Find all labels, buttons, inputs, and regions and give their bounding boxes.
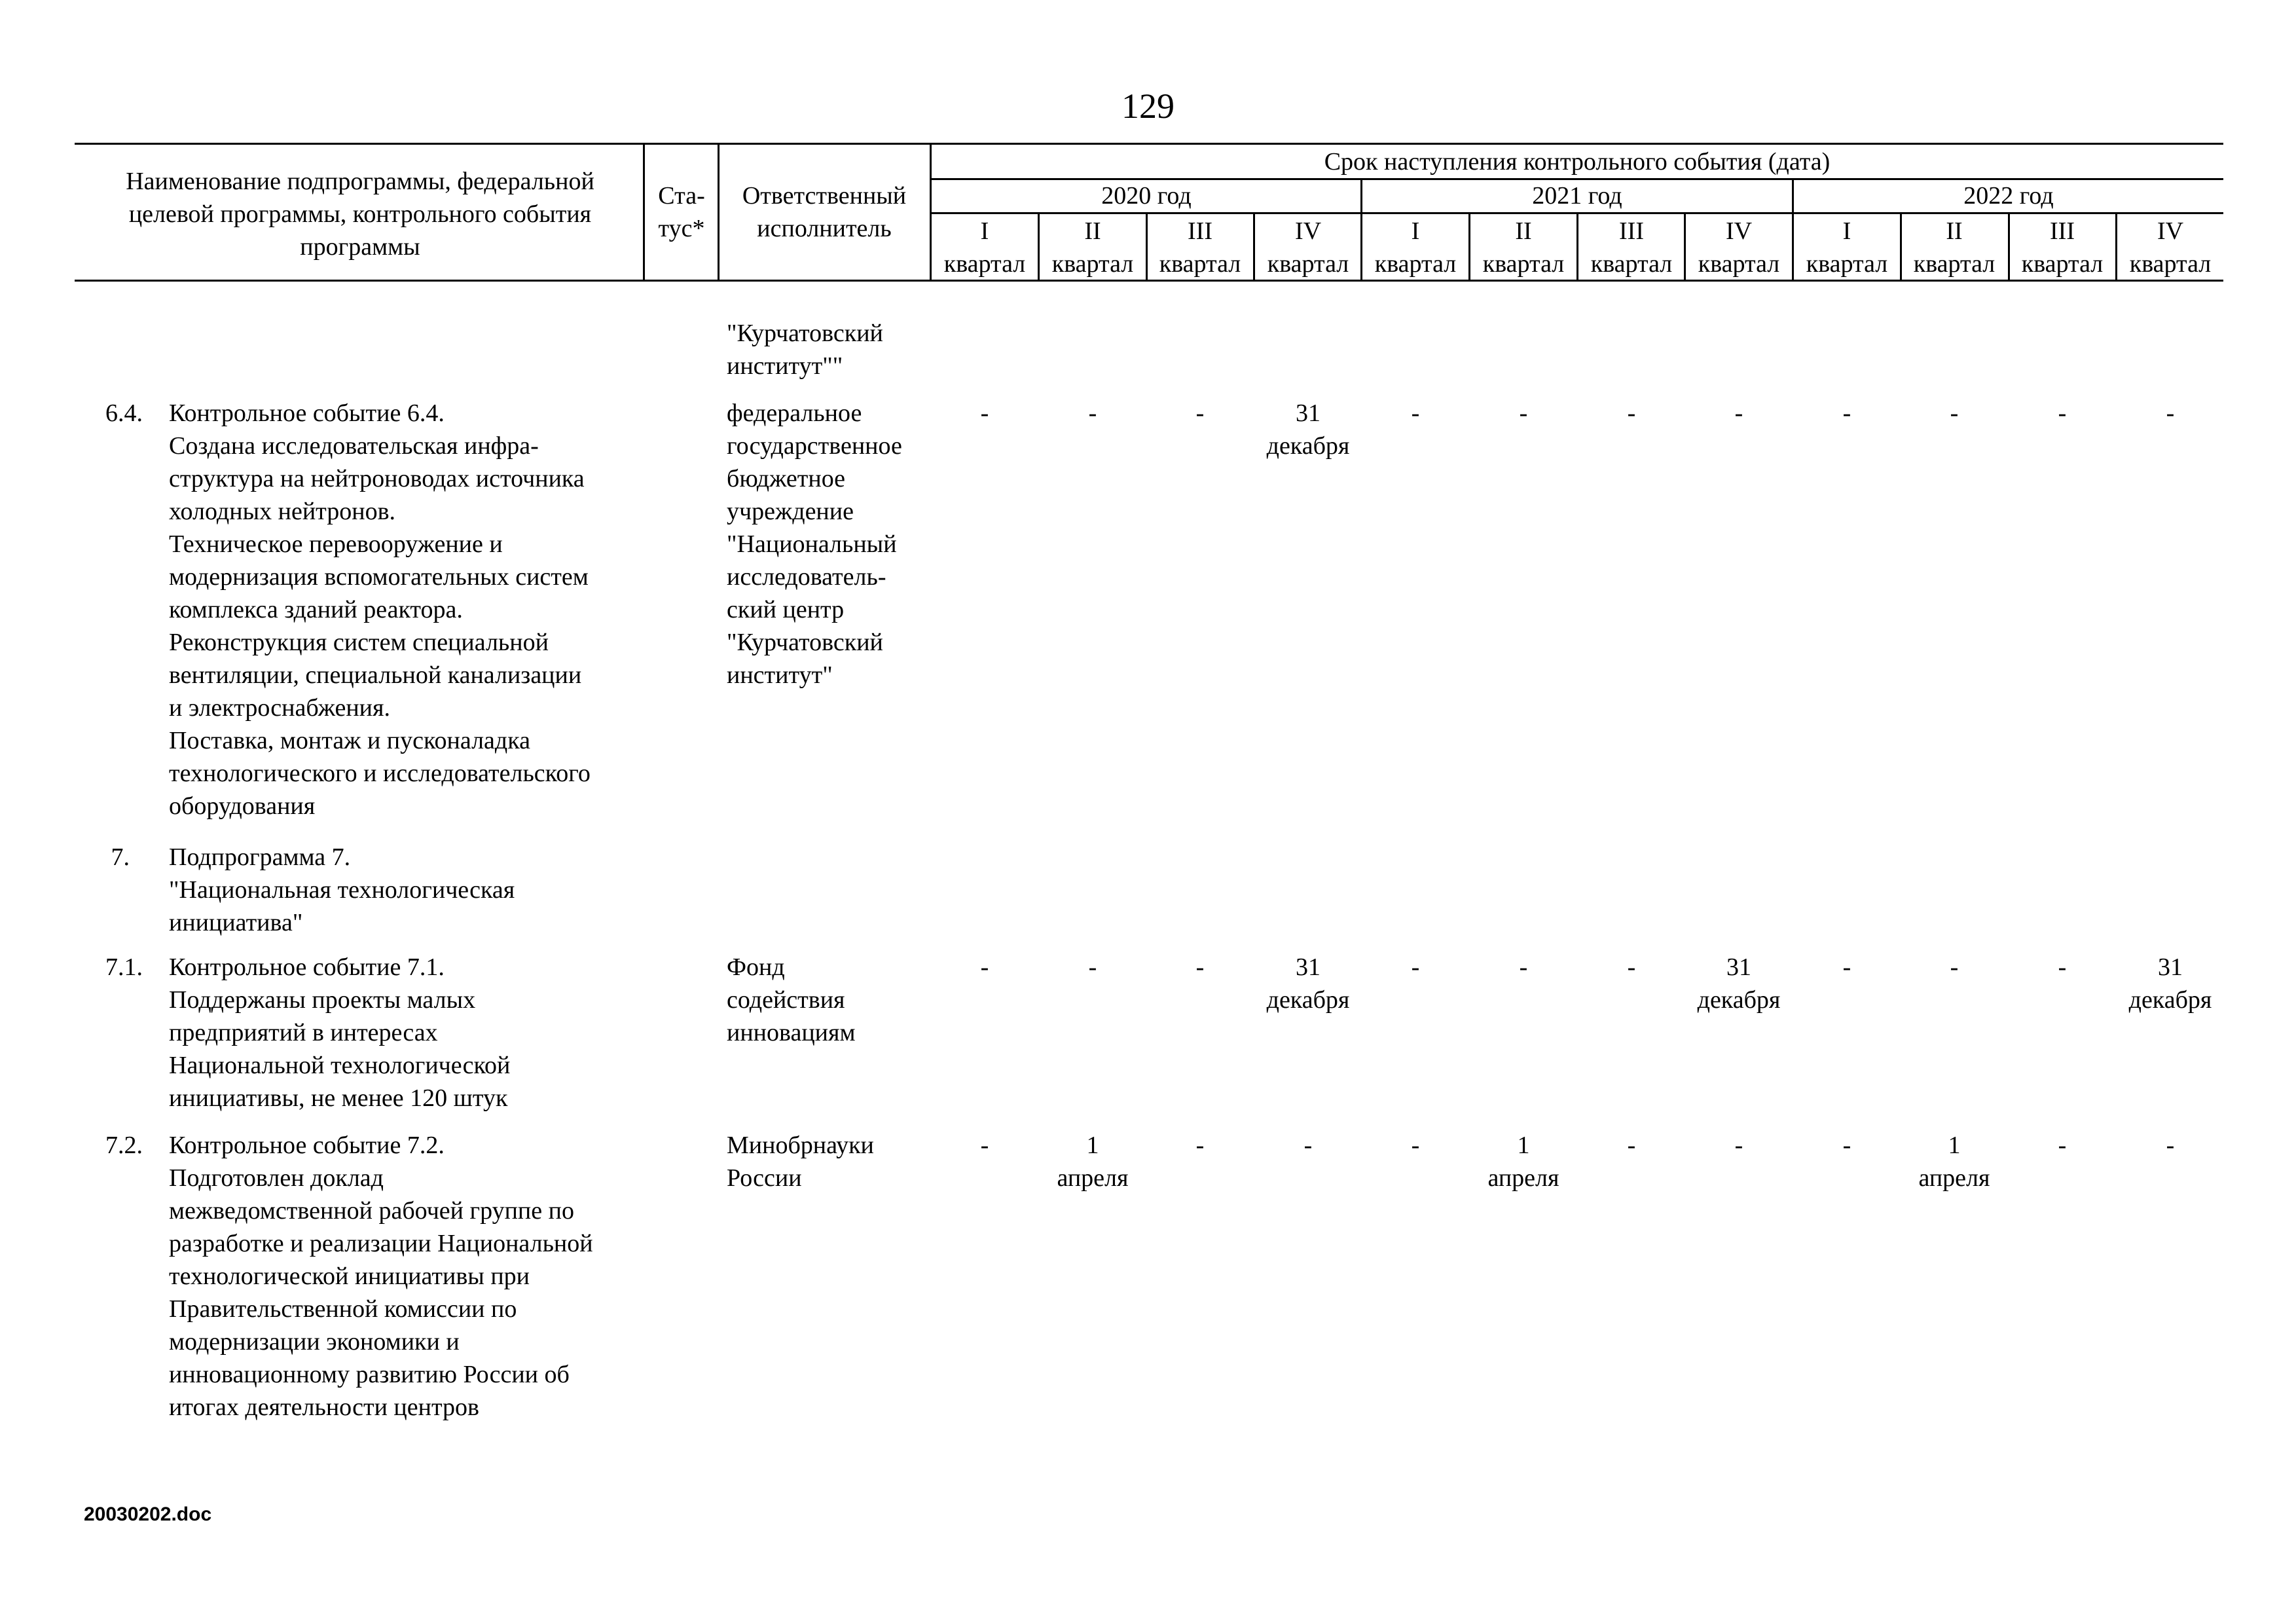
header-quarter-label: квартал [1267, 250, 1349, 278]
header-quarter-label: квартал [1698, 250, 1780, 278]
header-quarter-label: квартал [1374, 250, 1457, 278]
header-quarter-numeral: III [2050, 217, 2075, 245]
header-quarter-label: квартал [2021, 250, 2104, 278]
quarter-deadline-value: - [980, 399, 989, 427]
quarter-deadline-value: - [1303, 1132, 1313, 1159]
quarter-deadline-value: - [2058, 1132, 2067, 1159]
quarter-deadline-value: - [980, 953, 989, 981]
header-quarter-numeral: III [1619, 217, 1644, 245]
quarter-deadline-value: - [1627, 399, 1636, 427]
quarter-deadline-value: - [1734, 399, 1743, 427]
row-7-number: 7. [111, 843, 130, 871]
row-7-2-name: Контрольное событие 7.2. Подготовлен доклад межведомственной рабочей группе по разработке и реализации Национальной технологической инициативы при Правительственной комиссии по модернизации экономики и инновационному развитию России об итогах деятельности центров [169, 1132, 593, 1421]
row-7-2-responsible: Минобрнауки России [727, 1132, 874, 1192]
header-quarter-numeral: I [980, 217, 989, 245]
quarter-deadline-value: - [2166, 399, 2175, 427]
header-year-2021: 2021 год [1532, 182, 1622, 210]
quarter-deadline-value: - [1411, 953, 1420, 981]
header-quarter-label: квартал [1913, 250, 1995, 278]
quarter-deadline-value: - [1950, 399, 1959, 427]
quarter-deadline-value: - [1411, 399, 1420, 427]
quarter-deadline-value: - [1088, 399, 1097, 427]
quarter-deadline-value: - [1088, 953, 1097, 981]
header-quarter-label: квартал [1482, 250, 1565, 278]
quarter-deadline-value: - [1519, 399, 1528, 427]
quarter-deadline-value: - [1842, 1132, 1851, 1159]
quarter-deadline-value: - [2058, 399, 2067, 427]
quarter-deadline-value: - [1842, 953, 1851, 981]
header-quarter-numeral: IV [2157, 217, 2184, 245]
header-quarter-numeral: I [1842, 217, 1851, 245]
quarter-deadline-value: 1 апреля [1487, 1132, 1559, 1192]
quarter-deadline-value: - [1411, 1132, 1420, 1159]
quarter-deadline-value: - [1195, 1132, 1205, 1159]
quarter-deadline-value: - [1950, 953, 1959, 981]
header-quarter-numeral: II [1946, 217, 1963, 245]
quarter-deadline-value: - [1842, 399, 1851, 427]
header-quarter-label: квартал [1806, 250, 1888, 278]
quarter-deadline-value: 31 декабря [1266, 399, 1350, 460]
header-quarter-numeral: II [1084, 217, 1101, 245]
continuation-responsible-text: "Курчатовский институт"" [727, 320, 883, 380]
header-quarter-numeral: IV [1294, 217, 1322, 245]
header-quarter-label: квартал [1051, 250, 1134, 278]
quarter-deadline-value: - [2166, 1132, 2175, 1159]
page-number: 129 [1121, 86, 1175, 126]
quarter-deadline-value: 1 апреля [1918, 1132, 1990, 1192]
quarter-deadline-value: - [1519, 953, 1528, 981]
header-quarter-numeral: IV [1725, 217, 1753, 245]
header-quarter-numeral: II [1515, 217, 1532, 245]
header-year-2022: 2022 год [1963, 182, 2054, 210]
row-7-1-responsible: Фонд содействия инновациям [727, 953, 856, 1046]
header-responsible-column: Ответственный исполнитель [742, 182, 907, 242]
quarter-deadline-value: - [1734, 1132, 1743, 1159]
header-quarter-label: квартал [2129, 250, 2212, 278]
header-quarter-numeral: III [1188, 217, 1212, 245]
row-7-1-number: 7.1. [105, 953, 143, 981]
quarter-deadline-value: 31 декабря [2128, 953, 2212, 1014]
header-name-column: Наименование подпрограммы, федеральной целевой программы, контрольного события программы [126, 168, 594, 261]
quarter-deadline-value: - [1195, 399, 1205, 427]
quarter-deadline-value: 31 декабря [1266, 953, 1350, 1014]
header-quarter-label: квартал [1590, 250, 1673, 278]
row-7-1-name: Контрольное событие 7.1. Поддержаны проекты малых предприятий в интересах Национальной технологической инициативы, не менее 120 штук [169, 953, 511, 1112]
header-top-rule [75, 143, 2223, 145]
quarter-deadline-value: - [980, 1132, 989, 1159]
quarter-deadline-value: - [1627, 1132, 1636, 1159]
header-year-2020: 2020 год [1101, 182, 1192, 210]
header-deadline-title: Срок наступления контрольного события (дата) [1324, 148, 1831, 175]
quarter-deadline-value: - [2058, 953, 2067, 981]
quarter-deadline-value: - [1195, 953, 1205, 981]
row-6-4-name: Контрольное событие 6.4. Создана исследовательская инфра- структура на нейтроноводах источника холодных нейтронов. Техническое перевооружение и модернизация вспомогательных систем комплекса зданий реактора. Реконструкция систем специальной вентиляции, специальной канализации и электроснабжения. Поставка, монтаж и пусконаладка технологического и исследовательского оборудования [169, 399, 591, 820]
row-7-name: Подпрограмма 7. "Национальная технологическая инициатива" [169, 843, 515, 936]
quarter-deadline-value: 31 декабря [1697, 953, 1781, 1014]
row-6-4-number: 6.4. [105, 399, 143, 427]
header-quarter-numeral: I [1411, 217, 1420, 245]
quarter-deadline-value: - [1627, 953, 1636, 981]
row-7-2-number: 7.2. [105, 1132, 143, 1159]
header-divider-name [643, 143, 645, 282]
quarter-deadline-value: 1 апреля [1057, 1132, 1129, 1192]
header-quarter-label: квартал [943, 250, 1026, 278]
header-status-column: Ста- тус* [658, 182, 705, 242]
header-quarter-label: квартал [1159, 250, 1241, 278]
header-divider-status [718, 143, 720, 282]
footer-filename: 20030202.doc [84, 1504, 212, 1525]
row-6-4-responsible: федеральное государственное бюджетное учреждение "Национальный исследователь- ский центр "Курчатовский институт" [727, 399, 902, 689]
